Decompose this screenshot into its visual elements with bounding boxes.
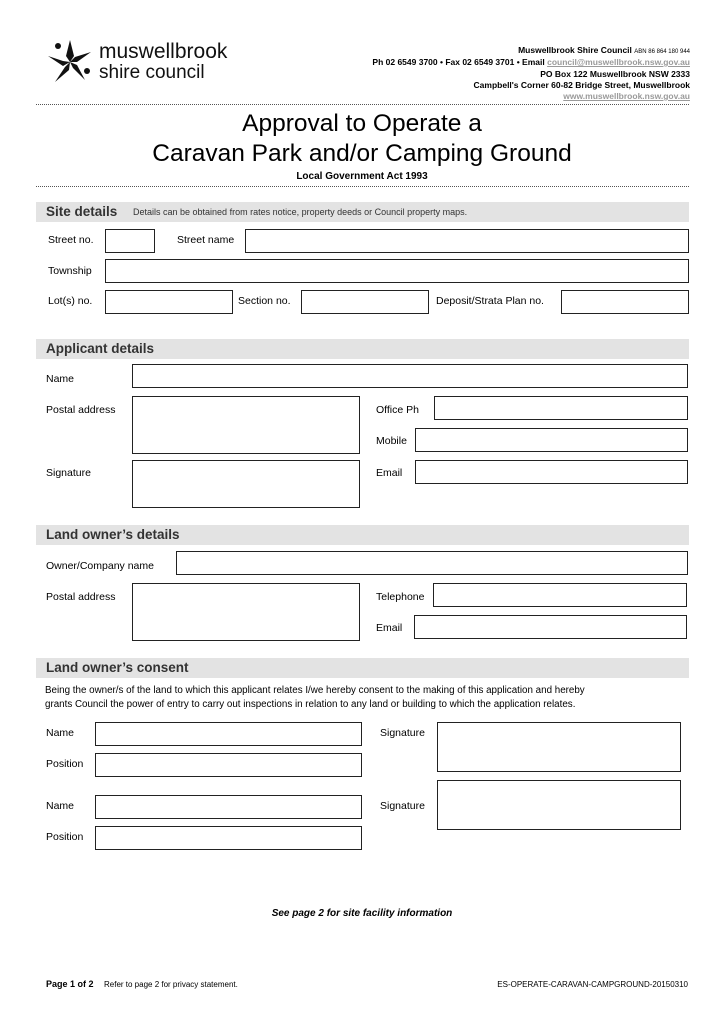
logo-line1: muswellbrook xyxy=(99,40,228,63)
privacy-note: Refer to page 2 for privacy statement. xyxy=(104,980,238,989)
street-no-field[interactable] xyxy=(105,229,155,253)
org-line xyxy=(518,45,690,55)
mobile-label: Mobile xyxy=(376,435,407,447)
logo-line2: shire council xyxy=(99,62,205,83)
title-line2: Caravan Park and/or Camping Ground xyxy=(152,140,572,167)
applicant-signature-label: Signature xyxy=(46,467,91,479)
owner-email-label: Email xyxy=(376,622,403,634)
owner-consent-heading: Land owner’s consent xyxy=(46,660,189,675)
street-name-field[interactable] xyxy=(245,229,689,253)
website-link[interactable]: www.muswellbrook.nsw.gov.au xyxy=(563,91,690,101)
street-no-label: Street no. xyxy=(48,234,94,246)
deposit-label: Deposit/Strata Plan no. xyxy=(436,295,544,307)
page-number: Page 1 of 2 xyxy=(46,979,94,989)
township-field[interactable] xyxy=(105,259,689,283)
org-name: Muswellbrook Shire Council xyxy=(518,45,632,55)
deposit-field[interactable] xyxy=(561,290,689,314)
applicant-postal-field[interactable] xyxy=(132,396,360,454)
owner-email-field[interactable] xyxy=(414,615,687,639)
act-subtitle: Local Government Act 1993 xyxy=(296,171,428,182)
owner-company-label: Owner/Company name xyxy=(46,560,154,572)
see-page-2-note: See page 2 for site facility information xyxy=(271,908,453,919)
top-divider xyxy=(36,104,689,105)
office-ph-field[interactable] xyxy=(434,396,688,420)
owner-company-field[interactable] xyxy=(176,551,688,575)
street-address: Campbell's Corner 60-82 Bridge Street, Muswellbrook xyxy=(473,80,690,90)
office-ph-label: Office Ph xyxy=(376,404,419,416)
owner-postal-label: Postal address xyxy=(46,591,116,603)
section-label: Section no. xyxy=(238,295,291,307)
consent-position2-label: Position xyxy=(46,831,84,843)
applicant-name-label: Name xyxy=(46,373,75,385)
abn: ABN 86 864 180 944 xyxy=(634,49,690,55)
consent-name1-field[interactable] xyxy=(95,722,362,746)
applicant-signature-field[interactable] xyxy=(132,460,360,508)
council-logo xyxy=(45,38,235,88)
consent-position1-field[interactable] xyxy=(95,753,362,777)
phone-line xyxy=(372,57,690,67)
consent-position2-field[interactable] xyxy=(95,826,362,850)
owner-postal-field[interactable] xyxy=(132,583,360,641)
consent-name1-label: Name xyxy=(46,727,75,739)
consent-signature2-field[interactable] xyxy=(437,780,681,830)
owner-telephone-field[interactable] xyxy=(433,583,687,607)
email-link[interactable]: council@muswellbrook.nsw.gov.au xyxy=(547,57,690,67)
form-code: ES-OPERATE-CARAVAN-CAMPGROUND-20150310 xyxy=(497,980,688,989)
township-label: Township xyxy=(48,265,92,277)
title-divider xyxy=(36,186,689,187)
consent-name2-label: Name xyxy=(46,800,75,812)
star-logo-icon xyxy=(45,38,95,88)
owner-telephone-label: Telephone xyxy=(376,591,425,603)
applicant-email-field[interactable] xyxy=(415,460,688,484)
phone-fax: Ph 02 6549 3700 • Fax 02 6549 3701 • Email xyxy=(372,57,545,67)
consent-signature2-label: Signature xyxy=(380,800,425,812)
street-name-label: Street name xyxy=(177,234,235,246)
applicant-details-bar xyxy=(36,339,689,359)
section-field[interactable] xyxy=(301,290,429,314)
owner-details-bar xyxy=(36,525,689,545)
consent-signature1-field[interactable] xyxy=(437,722,681,772)
owner-consent-bar xyxy=(36,658,689,678)
applicant-postal-label: Postal address xyxy=(46,404,116,416)
site-details-heading: Site details xyxy=(46,204,118,219)
lots-field[interactable] xyxy=(105,290,233,314)
po-box: PO Box 122 Muswellbrook NSW 2333 xyxy=(540,69,690,79)
mobile-field[interactable] xyxy=(415,428,688,452)
site-details-bar xyxy=(36,202,689,222)
site-details-note: Details can be obtained from rates notice, property deeds or Council property maps. xyxy=(133,207,468,217)
consent-signature1-label: Signature xyxy=(380,727,425,739)
applicant-email-label: Email xyxy=(376,467,403,479)
applicant-name-field[interactable] xyxy=(132,364,688,388)
consent-name2-field[interactable] xyxy=(95,795,362,819)
consent-position1-label: Position xyxy=(46,758,84,770)
title-line1: Approval to Operate a xyxy=(242,110,482,137)
applicant-details-heading: Applicant details xyxy=(46,341,155,356)
owner-details-heading: Land owner’s details xyxy=(46,527,180,542)
lots-label: Lot(s) no. xyxy=(48,295,93,307)
consent-text-line2: grants Council the power of entry to carry out inspections in relation to any land or building to which the application relates. xyxy=(45,699,576,710)
consent-text-line1: Being the owner/s of the land to which this applicant relates I/we hereby consent to the making of this application and hereby xyxy=(45,685,585,696)
